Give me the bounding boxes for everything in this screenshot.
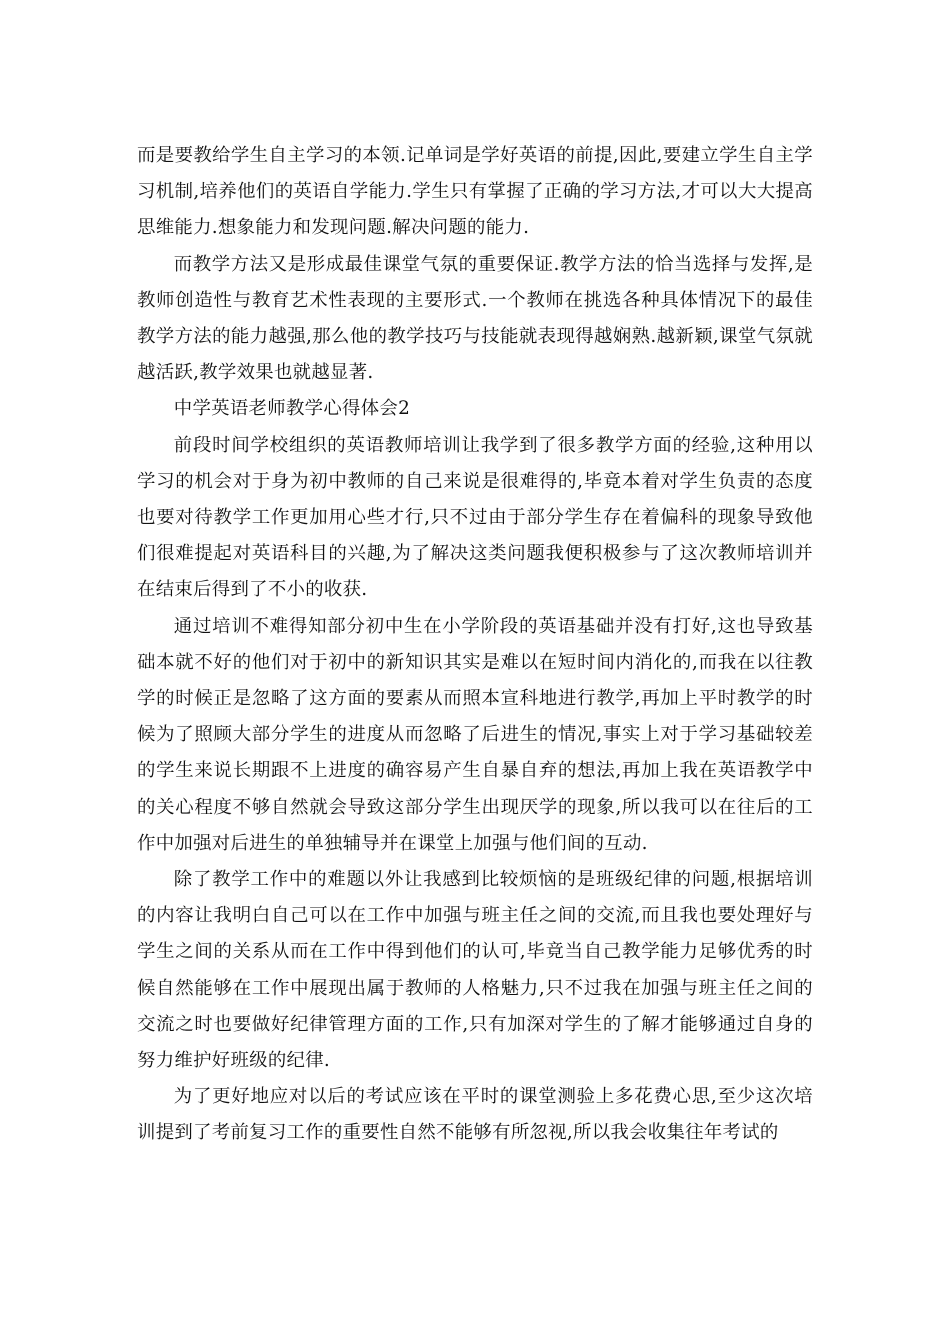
document-body (137, 138, 813, 1152)
paragraph-1: 而是要教给学生自主学习的本领.记单词是学好英语的前提,因此,要建立学生自主学习机制,培养他们的英语自学能力.学生只有掌握了正确的学习方法,才可以大大提高思维能力.想象能力和发现问题.解决问题的能力. (137, 145, 813, 239)
paragraph-2: 而教学方法又是形成最佳课堂气氛的重要保证.教学方法的恰当选择与发挥,是教师创造性与教育艺术性表现的主要形式.一个教师在挑选各种具体情况下的最佳教学方法的能力越强,那么他的教学技巧与技能就表现得越娴熟.越新颖,课堂气氛就越活跃,教学效果也就越显著. (137, 253, 813, 384)
paragraph-6: 为了更好地应对以后的考试应该在平时的课堂测验上多花费心思,至少这次培训提到了考前复习工作的重要性自然不能够有所忽视,所以我会收集往年考试的 (137, 1086, 813, 1144)
paragraph-5: 除了教学工作中的难题以外让我感到比较烦恼的是班级纪律的问题,根据培训的内容让我明白自己可以在工作中加强与班主任之间的交流,而且我也要处理好与学生之间的关系从而在工作中得到他们的认可,毕竟当自己教学能力足够优秀的时候自然能够在工作中展现出属于教师的人格魅力,只不过我在加强与班主任之间的交流之时也要做好纪律管理方面的工作,只有加深对学生的了解才能够通过自身的努力维护好班级的纪律. (137, 869, 813, 1072)
paragraph-4: 通过培训不难得知部分初中生在小学阶段的英语基础并没有打好,这也导致基础本就不好的他们对于初中的新知识其实是难以在短时间内消化的,而我在以往教学的时候正是忽略了这方面的要素从而照本宣科地进行教学,再加上平时教学的时候为了照顾大部分学生的进度从而忽略了后进生的情况,事实上对于学习基础较差的学生来说长期跟不上进度的确容易产生自暴自弃的想法,再加上我在英语教学中的关心程度不够自然就会导致这部分学生出现厌学的现象,所以我可以在往后的工作中加强对后进生的单独辅导并在课堂上加强与他们间的互动. (137, 615, 813, 854)
section-heading: 中学英语老师教学心得体会2 (173, 398, 411, 420)
paragraph-3: 前段时间学校组织的英语教师培训让我学到了很多教学方面的经验,这种用以学习的机会对于身为初中教师的自己来说是很难得的,毕竟本着对学生负责的态度也要对待教学工作更加用心些才行,只不过由于部分学生存在着偏科的现象导致他们很难提起对英语科目的兴趣,为了解决这类问题我便积极参与了这次教师培训并在结束后得到了不小的收获. (137, 434, 813, 601)
